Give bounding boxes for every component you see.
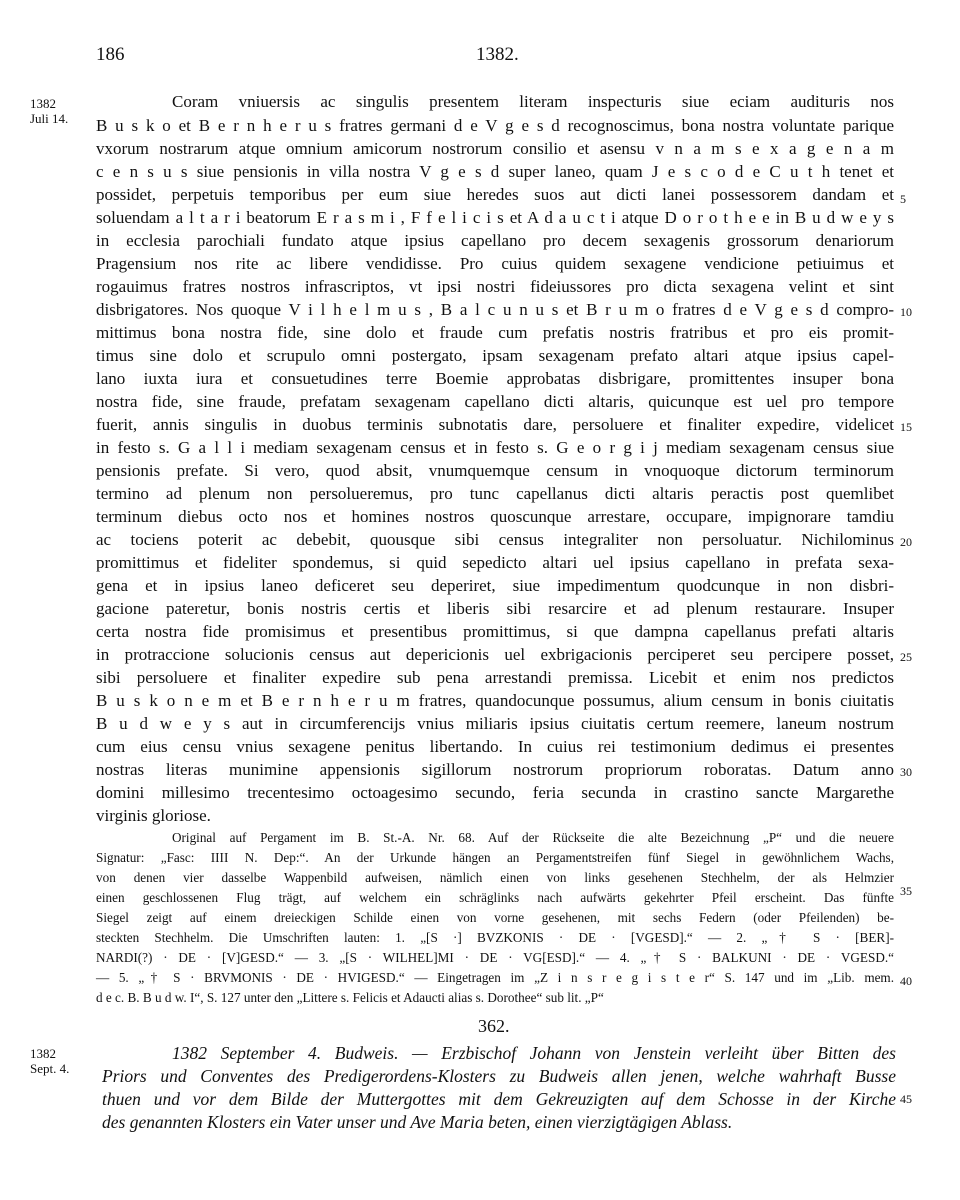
note-line: d e c. B. B u d w. I“, S. 127 unter den „Littere s. Felicis et Adaucti alias s. Dorothee“ sub lit. „P“: [96, 990, 604, 1005]
note-line: steckten Stechhelm. Die Umschriften lauten: 1. „[S ·] BVZKONIS · DE · [VGESD].“ — 2. „† S · [BER]-: [96, 930, 894, 945]
note-line: Original auf Pergament im B. St.-A. Nr. 68. Auf der Rückseite die alte Bezeichnung „P“ und die neuere: [172, 830, 894, 845]
body-line: fuerit, annis singulis in duobus terminis subnotatis dare, persoluere et finaliter expedire, videlicet: [96, 415, 894, 434]
body-line: Coram vniuersis ac singulis presentem literam inspecturis siue eciam audituris nos: [172, 92, 894, 111]
regest-line: des genannten Klosters ein Vater unser und Ave Maria beten, einen vierzigtägigen Ablass.: [102, 1112, 733, 1132]
line-number: 25: [900, 650, 912, 664]
body-line: sibi persoluere et finaliter expedire sub pena arrestandi premissa. Licebit et enim nos predictos: [96, 668, 894, 687]
body-line: B u d w e y s aut in circumferencijs vnius miliaris ipsius ciuitatis certum reemere, laneum nostrum: [96, 714, 894, 733]
body-line: promittimus et fideliter spondemus, si quid sepedicto altari uel ipsius capellano in prefata sexa-: [96, 553, 894, 572]
regest-line: thuen und vor dem Bilde der Muttergottes mit dem Gekreuzigten auf dem Schosse in der Kirche: [102, 1089, 896, 1109]
body-line: gena et in ipsius laneo deficeret seu deperiret, siue impedimentum quodcunque in non disbri-: [96, 576, 894, 595]
note-line: Siegel zeigt auf einem dreieckigen Schilde einen von vorne gesehenen, mit sechs Federn (oder Pfeilenden) be-: [96, 910, 894, 925]
body-line: gacione pateretur, bonis nostris certis et liberis sibi resarcire et ad plenum restaurare. Insuper: [96, 599, 894, 618]
body-line: rogauimus fratres nostros infrascriptos, vt ipsi nostri fideiussores pro dicta sexagena velint et sint: [96, 277, 894, 296]
note-line: einen geschlossenen Flug trägt, auf welchem ein schräglinks nach aufwärts gekehrter Pfeil erscheint. Das fünfte: [96, 890, 894, 905]
body-line: nostra fide, sine fraude, prefatam sexagenam capellano dicti altaris, quicunque est uel pro tempore: [96, 392, 894, 411]
page-number: 186: [96, 44, 125, 65]
body-line: timus sine dolo et scrupulo omni postergato, ipsam sexagenam prefato altari atque ipsius capel-: [96, 346, 894, 365]
body-line: termino ad plenum non persolueremus, pro tunc capellanus dicti altaris peractis post quemlibet: [96, 484, 894, 503]
regest-line: 1382 September 4. Budweis. — Erzbischof Johann von Jenstein verleiht über Bitten des: [172, 1043, 896, 1063]
body-line: domini millesimo trecentesimo octoagesimo secundo, feria secunda in crastino sancte Margarethe: [96, 783, 894, 802]
body-line: soluendam a l t a r i beatorum E r a s m i , F f e l i c i s et A d a u c t i atque D o r o t h e e in B u d w e y s: [96, 208, 894, 227]
body-line: in protraccione solucionis census aut depericionis uel exbrigacionis perciperet seu percipere posset,: [96, 645, 894, 664]
entry-361-margin-date: 1382 Juli 14.: [30, 96, 69, 126]
body-line: vxorum nostrarum atque omnium amicorum nostrorum consilio et asensu v n a m s e x a g e n a m: [96, 139, 894, 158]
body-line: cum eius censu vnius sexagene penitus libertando. In cuius rei testimonium dedimus ei presentes: [96, 737, 894, 756]
body-line: in festo s. G a l l i mediam sexagenam census et in festo s. G e o r g i j mediam sexagenam census siue: [96, 438, 894, 457]
body-line: nostras literas munimine appensionis sigillorum nostrorum propriorum roboratas. Datum anno: [96, 760, 894, 779]
body-line: pensionis prefate. Si vero, quod absit, vnumquemque censum in vnoquoque dictorum terminorum: [96, 461, 894, 480]
body-line: in ecclesia parochiali fundato atque ipsius capellano pro decem sexagenis grossorum denariorum: [96, 231, 894, 250]
body-line: lano iuxta iura et consuetudines terre Boemie approbatas disbrigare, promittentes insuper bona: [96, 369, 894, 388]
line-number: 35: [900, 884, 912, 898]
line-number: 5: [900, 192, 906, 206]
body-line: B u s k o et B e r n h e r u s fratres germani d e V g e s d recognoscimus, bona nostra voluntate parique: [96, 116, 894, 135]
running-head-year: 1382.: [476, 44, 519, 65]
body-line: disbrigatores. Nos quoque V i l h e l m u s , B a l c u n u s et B r u m o fratres d e V g e s d compro-: [96, 300, 894, 319]
body-line: B u s k o n e m et B e r n h e r u m fratres, quandocunque possumus, alium censum in bonis ciuitatis: [96, 691, 894, 710]
line-number: 20: [900, 535, 912, 549]
body-line: possidet, perpetuis temporibus per eum siue heredes suos aut dicti lanei possessorem dandam et: [96, 185, 894, 204]
document-number: 362.: [478, 1016, 510, 1036]
body-line: certa nostra fide promisimus et presentibus promittimus, si que dampna capellanus prefati altaris: [96, 622, 894, 641]
line-number: 10: [900, 305, 912, 319]
body-line: terminum diebus octo nos et homines nostros quoscunque arrestare, occupare, impignorare tamdiu: [96, 507, 894, 526]
line-number: 15: [900, 420, 912, 434]
entry-362-margin-date: 1382 Sept. 4.: [30, 1046, 70, 1076]
note-line: von denen vier dasselbe Wappenbild aufweisen, nämlich einen von links gesehenen Stechhelm, der als Helmzier: [96, 870, 894, 885]
body-line: mittimus bona nostra fide, sine dolo et fraude cum prefatis nostris fratribus et pro eis promit-: [96, 323, 894, 342]
body-line: virginis gloriose.: [96, 806, 211, 825]
body-line: ac tociens poterit ac debebit, quousque sibi census integraliter non persoluatur. Nichilominus: [96, 530, 894, 549]
body-line: Pragensium nos rite ac libere vendidisse. Pro cuius quidem sexagene vendicione petiuimus et: [96, 254, 894, 273]
note-line: — 5. „† S · BRVMONIS · DE · HVIGESD.“ — Eingetragen im „Z i n s r e g i s t e r“ S. 147 und im „Lib. mem.: [96, 970, 894, 985]
line-number: 30: [900, 765, 912, 779]
regest-line: Priors und Conventes des Predigerordens-Klosters zu Budweis allen jenen, welche wahrhaft Busse: [102, 1066, 896, 1086]
note-line: NARDI(?) · DE · [V]GESD.“ — 3. „[S · WILHEL]MI · DE · VG[ESD].“ — 4. „† S · BALKUNI · DE · VGESD.“: [96, 950, 894, 965]
line-number: 40: [900, 974, 912, 988]
note-line: Signatur: „Fasc: IIII N. Dep:“. An der Urkunde hängen an Pergamentstreifen fünf Siegel in gewöhnlichem Wachs,: [96, 850, 894, 865]
line-number: 45: [900, 1092, 912, 1106]
body-line: c e n s u s siue pensionis in villa nostra V g e s d super laneo, quam J e s c o d e C u t h tenet et: [96, 162, 894, 181]
